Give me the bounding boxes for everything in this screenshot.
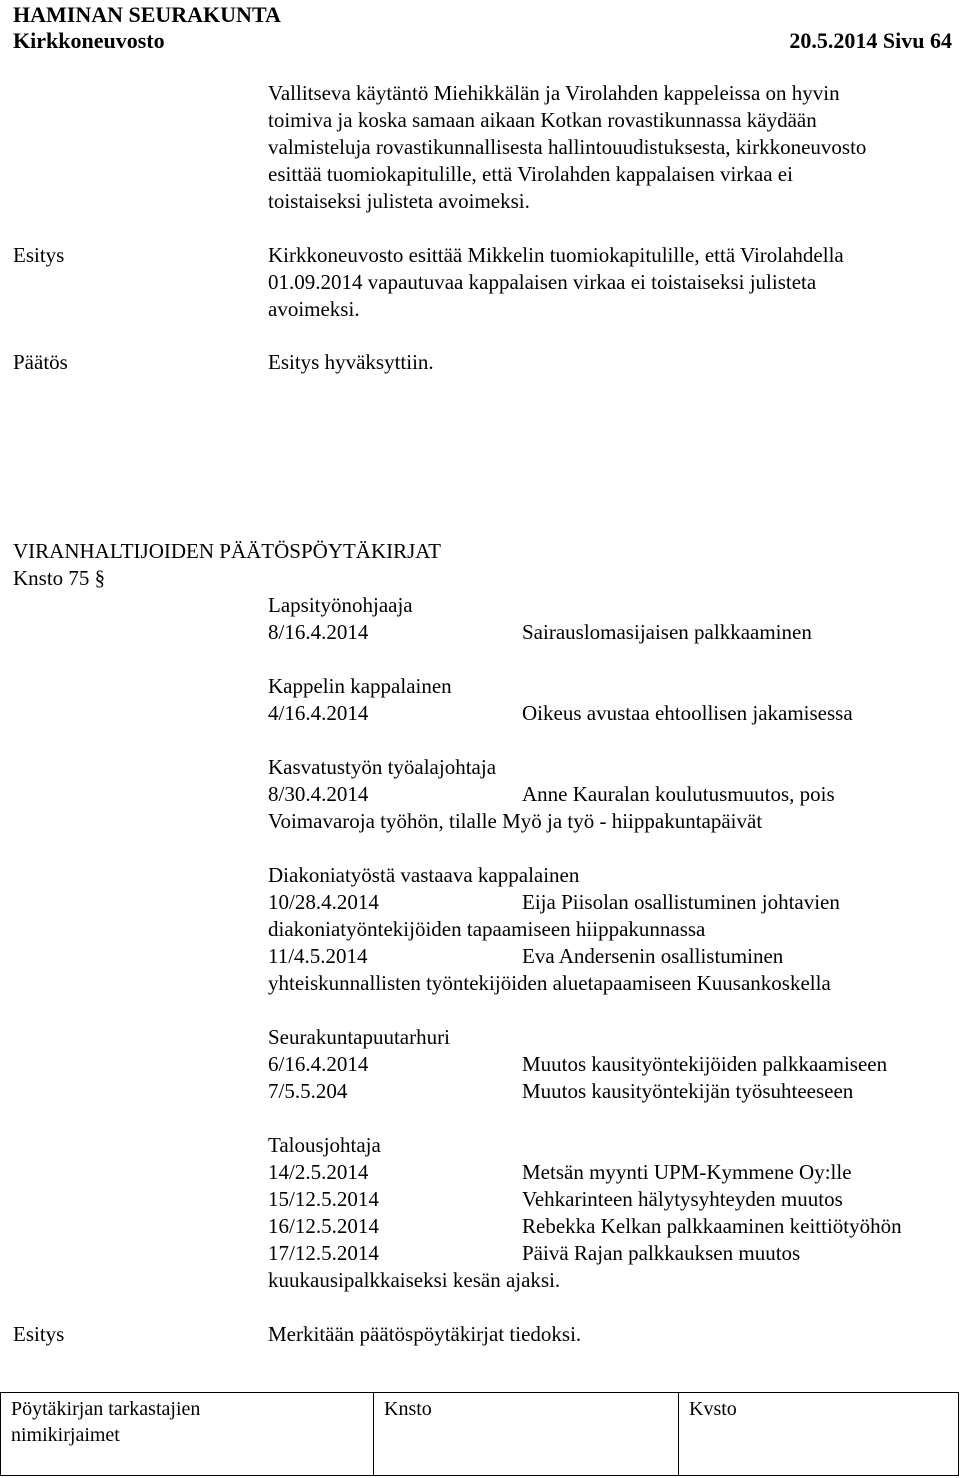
- decision-description: Eija Piisolan osallistuminen johtavien: [522, 890, 840, 914]
- official-title: Lapsityönohjaaja: [268, 593, 413, 617]
- intro-line: Vallitseva käytäntö Miehikkälän ja Virolahden kappeleissa on hyvin: [268, 81, 840, 105]
- section-number: Knsto 75 §: [13, 566, 106, 590]
- official-title: Kasvatustyön työalajohtaja: [268, 755, 497, 779]
- esitys-line: Kirkkoneuvosto esittää Mikkelin tuomiokapitulille, että Virolahdella: [268, 243, 844, 267]
- decision-number: 11/4.5.2014: [268, 944, 368, 968]
- decision-number: 14/2.5.2014: [268, 1160, 369, 1184]
- intro-line: toimiva ja koska samaan aikaan Kotkan rovastikunnassa käydään: [268, 108, 817, 132]
- paatos-label: Päätös: [13, 350, 68, 374]
- official-title: Talousjohtaja: [268, 1133, 381, 1157]
- document-body-name: Kirkkoneuvosto: [13, 28, 165, 53]
- intro-line: valmisteluja rovastikunnallisesta hallintouudistuksesta, kirkkoneuvosto: [268, 135, 867, 159]
- reviewers-initials-cell[interactable]: [1, 1393, 374, 1476]
- decision-description: Muutos kausityöntekijän työsuhteeseen: [522, 1079, 854, 1103]
- decision-description: Sairauslomasijaisen palkkaaminen: [522, 620, 812, 644]
- decision-description-cont: Voimavaroja työhön, tilalle Myö ja työ - hiippakuntapäivät: [268, 809, 763, 833]
- decision-description: Vehkarinteen hälytysyhteyden muutos: [522, 1187, 843, 1211]
- official-title: Kappelin kappalainen: [268, 674, 452, 698]
- decision-description-cont: yhteiskunnallisten työntekijöiden aluetapaamiseen Kuusankoskella: [268, 971, 831, 995]
- intro-line: toistaiseksi julisteta avoimeksi.: [268, 189, 530, 213]
- decision-number: 4/16.4.2014: [268, 701, 369, 725]
- decision-description-cont: kuukausipalkkaiseksi kesän ajaksi.: [268, 1268, 561, 1292]
- decision-description: Muutos kausityöntekijöiden palkkaamiseen: [522, 1052, 888, 1076]
- decision-number: 8/16.4.2014: [268, 620, 369, 644]
- decision-description: Päivä Rajan palkkauksen muutos: [522, 1241, 801, 1265]
- kvsto-label: Kvsto: [689, 1398, 737, 1420]
- esitys-label: Esitys: [13, 243, 65, 267]
- reviewers-initials-label-cont: nimikirjaimet: [11, 1424, 120, 1446]
- reviewers-initials-label: Pöytäkirjan tarkastajien: [11, 1398, 201, 1420]
- esitys-line: avoimeksi.: [268, 297, 360, 321]
- decision-number: 8/30.4.2014: [268, 782, 369, 806]
- signature-table: [0, 1392, 959, 1476]
- decision-description: Oikeus avustaa ehtoollisen jakamisessa: [522, 701, 853, 725]
- paatos-text: Esitys hyväksyttiin.: [268, 350, 434, 374]
- esitys-text: Merkitään päätöspöytäkirjat tiedoksi.: [268, 1322, 582, 1346]
- decision-description: Rebekka Kelkan palkkaaminen keittiötyöhön: [522, 1214, 902, 1238]
- date-and-page: 20.5.2014 Sivu 64: [789, 28, 952, 53]
- official-title: Diakoniatyöstä vastaava kappalainen: [268, 863, 580, 887]
- org-name: HAMINAN SEURAKUNTA: [13, 2, 281, 27]
- knsto-cell[interactable]: [374, 1393, 679, 1476]
- decision-number: 16/12.5.2014: [268, 1214, 379, 1238]
- intro-line: esittää tuomiokapitulille, että Virolahden kappalaisen virkaa ei: [268, 162, 793, 186]
- decision-number: 7/5.5.204: [268, 1079, 348, 1103]
- decision-number: 10/28.4.2014: [268, 890, 379, 914]
- decision-number: 17/12.5.2014: [268, 1241, 379, 1265]
- official-title: Seurakuntapuutarhuri: [268, 1025, 450, 1049]
- kvsto-cell[interactable]: [679, 1393, 959, 1476]
- decision-number: 15/12.5.2014: [268, 1187, 379, 1211]
- decision-description: Eva Andersenin osallistuminen: [522, 944, 784, 968]
- decision-description: Metsän myynti UPM-Kymmene Oy:lle: [522, 1160, 852, 1184]
- esitys-line: 01.09.2014 vapautuvaa kappalaisen virkaa ei toistaiseksi julisteta: [268, 270, 817, 294]
- knsto-label: Knsto: [384, 1398, 432, 1420]
- decision-number: 6/16.4.2014: [268, 1052, 369, 1076]
- decision-description-cont: diakoniatyöntekijöiden tapaamiseen hiippakunnassa: [268, 917, 706, 941]
- esitys-text: [268, 242, 844, 323]
- intro-paragraph: [268, 80, 866, 215]
- section-title: VIRANHALTIJOIDEN PÄÄTÖSPÖYTÄKIRJAT: [13, 539, 441, 563]
- decision-description: Anne Kauralan koulutusmuutos, pois: [522, 782, 835, 806]
- esitys-label: Esitys: [13, 1322, 65, 1346]
